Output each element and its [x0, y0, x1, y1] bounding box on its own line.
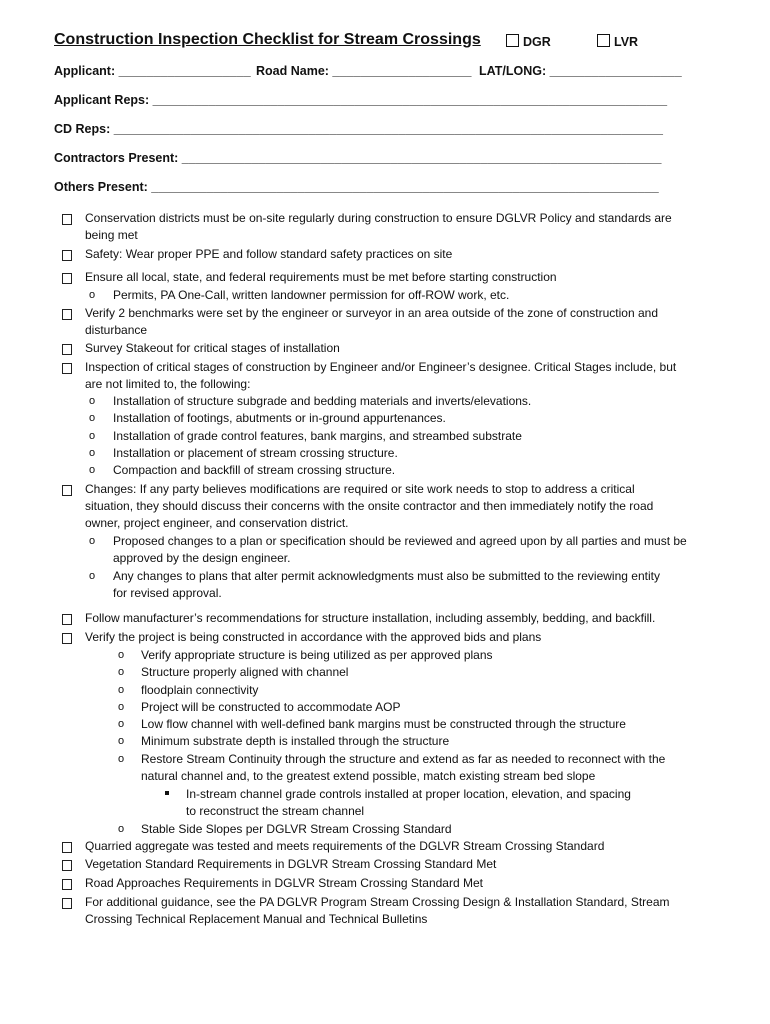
- checklist-item-text: being met: [85, 228, 138, 242]
- circle-bullet-icon: o: [118, 666, 125, 678]
- circle-bullet-icon: o: [89, 412, 96, 424]
- road-name-field[interactable]: Road Name: ____________________: [256, 64, 472, 78]
- page-title: Construction Inspection Checklist for Stream Crossings: [54, 31, 481, 48]
- lvr-option[interactable]: [597, 34, 638, 49]
- checklist-checkbox[interactable]: [62, 273, 72, 284]
- checklist-item-text: Changes: If any party believes modifications are required or site work needs to stop to address a critical: [85, 482, 635, 496]
- lvr-checkbox[interactable]: [597, 34, 610, 47]
- checklist-checkbox[interactable]: [62, 485, 72, 496]
- checklist-checkbox[interactable]: [62, 344, 72, 355]
- circle-bullet-icon: o: [118, 718, 125, 730]
- sub-item-text: Proposed changes to a plan or specification should be reviewed and agreed upon by all parties and must be: [113, 534, 687, 548]
- applicant-field[interactable]: Applicant: ___________________: [54, 64, 251, 78]
- sub-item-text: Permits, PA One-Call, written landowner permission for off-ROW work, etc.: [113, 288, 510, 302]
- checklist-item-text: For additional guidance, see the PA DGLVR Program Stream Crossing Design & Installation Standard, Stream: [85, 895, 670, 909]
- sub-item-text: Structure properly aligned with channel: [141, 665, 349, 679]
- sub-item-text: Verify appropriate structure is being utilized as per approved plans: [141, 648, 493, 662]
- circle-bullet-icon: o: [89, 570, 96, 582]
- sub-item-text: for revised approval.: [113, 586, 222, 600]
- checklist-checkbox[interactable]: [62, 309, 72, 320]
- circle-bullet-icon: o: [89, 464, 96, 476]
- circle-bullet-icon: o: [89, 430, 96, 442]
- circle-bullet-icon: o: [118, 823, 125, 835]
- sub-item-text: Restore Stream Continuity through the structure and extend as far as needed to reconnect with the: [141, 752, 666, 766]
- checklist-item-text: Crossing Technical Replacement Manual and Technical Bulletins: [85, 912, 428, 926]
- sub-item-text: Minimum substrate depth is installed through the structure: [141, 734, 450, 748]
- others-present-field[interactable]: Others Present: _________________________________________________________________________: [54, 180, 659, 194]
- circle-bullet-icon: o: [89, 395, 96, 407]
- sub-item-text: floodplain connectivity: [141, 683, 259, 697]
- sub-item-text: approved by the design engineer.: [113, 551, 291, 565]
- checklist-item-text: owner, project engineer, and conservation district.: [85, 516, 349, 530]
- sub-item-text: Installation or placement of stream crossing structure.: [113, 446, 398, 460]
- checklist-checkbox[interactable]: [62, 633, 72, 644]
- latlong-field[interactable]: LAT/LONG: ___________________: [479, 64, 682, 78]
- checklist-item-text: Follow manufacturer’s recommendations for structure installation, including assembly, bedding, and backfill.: [85, 611, 656, 625]
- sub-sub-item-text: to reconstruct the stream channel: [186, 804, 365, 818]
- checklist-checkbox[interactable]: [62, 614, 72, 625]
- sub-item-text: Stable Side Slopes per DGLVR Stream Crossing Standard: [141, 822, 452, 836]
- checklist-item-text: Road Approaches Requirements in DGLVR Stream Crossing Standard Met: [85, 876, 483, 890]
- checklist-checkbox[interactable]: [62, 214, 72, 225]
- checklist-item-text: disturbance: [85, 323, 148, 337]
- sub-item-text: Installation of structure subgrade and bedding materials and inverts/elevations.: [113, 394, 532, 408]
- applicant-reps-field[interactable]: Applicant Reps: __________________________________________________________________________: [54, 93, 668, 107]
- contractors-present-field[interactable]: Contractors Present: _____________________________________________________________________: [54, 151, 662, 165]
- dgr-checkbox[interactable]: [506, 34, 519, 47]
- sub-sub-item-text: In-stream channel grade controls installed at proper location, elevation, and spacing: [186, 787, 631, 801]
- lvr-label: LVR: [614, 35, 639, 49]
- sub-item-text: Low flow channel with well-defined bank margins must be constructed through the structure: [141, 717, 626, 731]
- cd-reps-field[interactable]: CD Reps: _______________________________________________________________________________: [54, 122, 663, 136]
- checklist-checkbox[interactable]: [62, 860, 72, 871]
- circle-bullet-icon: o: [118, 753, 125, 765]
- checklist-item-text: Survey Stakeout for critical stages of installation: [85, 341, 340, 355]
- checklist-item-text: Safety: Wear proper PPE and follow standard safety practices on site: [85, 247, 453, 261]
- checklist-item-text: Verify the project is being constructed in accordance with the approved bids and plans: [85, 630, 542, 644]
- checklist-item-text: Conservation districts must be on-site regularly during construction to ensure DGLVR Policy and standards are: [85, 211, 672, 225]
- checklist-checkbox[interactable]: [62, 363, 72, 374]
- checklist-checkbox[interactable]: [62, 898, 72, 909]
- checklist-checkbox[interactable]: [62, 250, 72, 261]
- sub-item-text: Compaction and backfill of stream crossing structure.: [113, 463, 396, 477]
- circle-bullet-icon: o: [118, 735, 125, 747]
- circle-bullet-icon: o: [118, 701, 125, 713]
- dgr-option[interactable]: [506, 34, 551, 49]
- sub-item-text: Any changes to plans that alter permit acknowledgments must also be submitted to the reviewing entity: [113, 569, 660, 583]
- checklist-item-text: are not limited to, the following:: [85, 377, 251, 391]
- sub-item-text: natural channel and, to the greatest extend possible, match existing stream bed slope: [141, 769, 596, 783]
- checklist-checkbox[interactable]: [62, 842, 72, 853]
- square-bullet-icon: [165, 791, 169, 795]
- circle-bullet-icon: o: [89, 289, 96, 301]
- checklist-item-text: Verify 2 benchmarks were set by the engineer or surveyor in an area outside of the zone of construction and: [85, 306, 658, 320]
- checklist-item-text: Quarried aggregate was tested and meets requirements of the DGLVR Stream Crossing Standard: [85, 839, 605, 853]
- dgr-label: DGR: [523, 35, 551, 49]
- checklist-item-text: Vegetation Standard Requirements in DGLVR Stream Crossing Standard Met: [85, 857, 497, 871]
- circle-bullet-icon: o: [118, 649, 125, 661]
- sub-item-text: Installation of footings, abutments or in-ground appurtenances.: [113, 411, 446, 425]
- circle-bullet-icon: o: [89, 447, 96, 459]
- sub-item-text: Installation of grade control features, bank margins, and streambed substrate: [113, 429, 522, 443]
- checklist-item-text: Ensure all local, state, and federal requirements must be met before starting construction: [85, 270, 557, 284]
- checklist-item-text: situation, they should discuss their concerns with the onsite contractor and then immediately notify the road: [85, 499, 654, 513]
- checklist-checkbox[interactable]: [62, 879, 72, 890]
- checklist-item-text: Inspection of critical stages of construction by Engineer and/or Engineer’s designee. Critical Stages include, but: [85, 360, 677, 374]
- circle-bullet-icon: o: [118, 684, 125, 696]
- sub-item-text: Project will be constructed to accommodate AOP: [141, 700, 401, 714]
- circle-bullet-icon: o: [89, 535, 96, 547]
